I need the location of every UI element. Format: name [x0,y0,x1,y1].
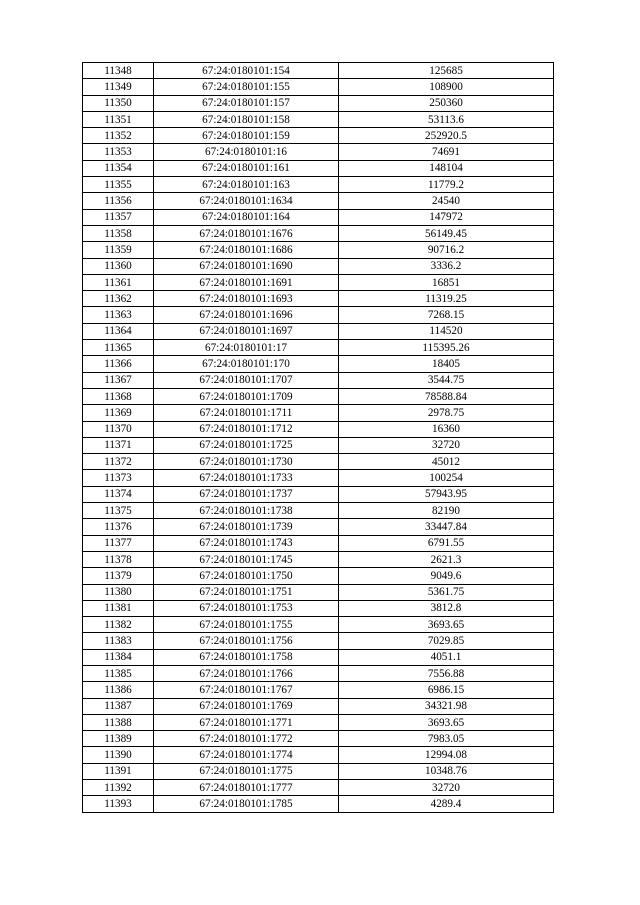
row-number-cell: 11367 [83,372,154,388]
table-row [83,274,554,290]
cadastral-number-cell: 67:24:0180101:1755 [154,617,339,633]
value-cell: 3336.2 [339,258,554,274]
value-cell: 45012 [339,454,554,470]
table-row [83,307,554,323]
row-number-cell: 11356 [83,193,154,209]
cadastral-number-cell: 67:24:0180101:1775 [154,763,339,779]
table-row [83,454,554,470]
table-row [83,600,554,616]
row-number-cell: 11363 [83,307,154,323]
row-number-cell: 11361 [83,274,154,290]
table-row [83,633,554,649]
table-row [83,437,554,453]
row-number-cell: 11364 [83,323,154,339]
table-row [83,714,554,730]
table-row [83,780,554,796]
row-number-cell: 11353 [83,144,154,160]
row-number-cell: 11369 [83,405,154,421]
table-row [83,535,554,551]
cadastral-number-cell: 67:24:0180101:1758 [154,649,339,665]
value-cell: 11319.25 [339,291,554,307]
table-row [83,388,554,404]
value-cell: 34321.98 [339,698,554,714]
value-cell: 115395.26 [339,340,554,356]
cadastral-number-cell: 67:24:0180101:157 [154,95,339,111]
cadastral-number-cell: 67:24:0180101:1697 [154,323,339,339]
cadastral-number-cell: 67:24:0180101:1745 [154,551,339,567]
cadastral-number-cell: 67:24:0180101:1739 [154,519,339,535]
value-cell: 18405 [339,356,554,372]
cadastral-number-cell: 67:24:0180101:1777 [154,780,339,796]
cadastral-number-cell: 67:24:0180101:1733 [154,470,339,486]
value-cell: 56149.45 [339,225,554,241]
value-cell: 32720 [339,780,554,796]
cadastral-number-cell: 67:24:0180101:1766 [154,665,339,681]
value-cell: 4289.4 [339,796,554,812]
row-number-cell: 11352 [83,128,154,144]
cadastral-number-cell: 67:24:0180101:1696 [154,307,339,323]
cadastral-number-cell: 67:24:0180101:161 [154,160,339,176]
table-row [83,649,554,665]
value-cell: 74691 [339,144,554,160]
cadastral-number-cell: 67:24:0180101:1750 [154,568,339,584]
cadastral-number-cell: 67:24:0180101:163 [154,177,339,193]
row-number-cell: 11389 [83,731,154,747]
value-cell: 7556.88 [339,665,554,681]
row-number-cell: 11385 [83,665,154,681]
value-cell: 6791.55 [339,535,554,551]
cadastral-number-cell: 67:24:0180101:164 [154,209,339,225]
cadastral-number-cell: 67:24:0180101:1707 [154,372,339,388]
cadastral-number-cell: 67:24:0180101:1743 [154,535,339,551]
row-number-cell: 11360 [83,258,154,274]
row-number-cell: 11350 [83,95,154,111]
cadastral-number-cell: 67:24:0180101:1634 [154,193,339,209]
row-number-cell: 11348 [83,63,154,79]
row-number-cell: 11358 [83,225,154,241]
table-row [83,519,554,535]
value-cell: 4051.1 [339,649,554,665]
value-cell: 16360 [339,421,554,437]
cadastral-number-cell: 67:24:0180101:17 [154,340,339,356]
row-number-cell: 11372 [83,454,154,470]
value-cell: 24540 [339,193,554,209]
value-cell: 250360 [339,95,554,111]
table-row [83,356,554,372]
value-cell: 125685 [339,63,554,79]
table-row [83,796,554,812]
row-number-cell: 11375 [83,503,154,519]
table-row [83,323,554,339]
row-number-cell: 11384 [83,649,154,665]
table-row [83,372,554,388]
cadastral-number-cell: 67:24:0180101:1756 [154,633,339,649]
row-number-cell: 11387 [83,698,154,714]
table-row [83,242,554,258]
table-row [83,79,554,95]
table-row [83,405,554,421]
value-cell: 2621.3 [339,551,554,567]
value-cell: 16851 [339,274,554,290]
cadastral-number-cell: 67:24:0180101:1737 [154,486,339,502]
value-cell: 3693.65 [339,714,554,730]
cadastral-number-cell: 67:24:0180101:1771 [154,714,339,730]
cadastral-number-cell: 67:24:0180101:1785 [154,796,339,812]
row-number-cell: 11391 [83,763,154,779]
value-cell: 114520 [339,323,554,339]
row-number-cell: 11355 [83,177,154,193]
row-number-cell: 11359 [83,242,154,258]
row-number-cell: 11349 [83,79,154,95]
table-row [83,421,554,437]
value-cell: 148104 [339,160,554,176]
cadastral-number-cell: 67:24:0180101:1753 [154,600,339,616]
cadastral-number-cell: 67:24:0180101:1738 [154,503,339,519]
cadastral-number-cell: 67:24:0180101:16 [154,144,339,160]
table-row [83,193,554,209]
table-row [83,486,554,502]
row-number-cell: 11371 [83,437,154,453]
table-row [83,63,554,79]
row-number-cell: 11376 [83,519,154,535]
cadastral-number-cell: 67:24:0180101:1774 [154,747,339,763]
table-row [83,160,554,176]
cadastral-number-cell: 67:24:0180101:1691 [154,274,339,290]
value-cell: 252920.5 [339,128,554,144]
table-row [83,128,554,144]
table-row [83,177,554,193]
table-row [83,470,554,486]
row-number-cell: 11390 [83,747,154,763]
value-cell: 7029.85 [339,633,554,649]
cadastral-number-cell: 67:24:0180101:154 [154,63,339,79]
cadastral-number-cell: 67:24:0180101:1725 [154,437,339,453]
table-row [83,503,554,519]
value-cell: 33447.84 [339,519,554,535]
value-cell: 32720 [339,437,554,453]
table-row [83,111,554,127]
table-row [83,568,554,584]
value-cell: 7983.05 [339,731,554,747]
cadastral-value-table [82,62,554,813]
row-number-cell: 11378 [83,551,154,567]
value-cell: 11779.2 [339,177,554,193]
row-number-cell: 11362 [83,291,154,307]
table-row [83,763,554,779]
table-row [83,258,554,274]
value-cell: 2978.75 [339,405,554,421]
cadastral-number-cell: 67:24:0180101:1772 [154,731,339,747]
table-row [83,747,554,763]
value-cell: 53113.6 [339,111,554,127]
value-cell: 9049.6 [339,568,554,584]
table-row [83,584,554,600]
value-cell: 78588.84 [339,388,554,404]
row-number-cell: 11351 [83,111,154,127]
value-cell: 3693.65 [339,617,554,633]
cadastral-number-cell: 67:24:0180101:1711 [154,405,339,421]
value-cell: 12994.08 [339,747,554,763]
cadastral-number-cell: 67:24:0180101:1693 [154,291,339,307]
value-cell: 100254 [339,470,554,486]
value-cell: 5361.75 [339,584,554,600]
row-number-cell: 11379 [83,568,154,584]
row-number-cell: 11388 [83,714,154,730]
value-cell: 90716.2 [339,242,554,258]
row-number-cell: 11368 [83,388,154,404]
value-cell: 7268.15 [339,307,554,323]
cadastral-number-cell: 67:24:0180101:1686 [154,242,339,258]
cadastral-number-cell: 67:24:0180101:1712 [154,421,339,437]
table-row [83,340,554,356]
row-number-cell: 11374 [83,486,154,502]
value-cell: 3544.75 [339,372,554,388]
cadastral-number-cell: 67:24:0180101:159 [154,128,339,144]
table-row [83,209,554,225]
value-cell: 3812.8 [339,600,554,616]
value-cell: 82190 [339,503,554,519]
value-cell: 57943.95 [339,486,554,502]
row-number-cell: 11377 [83,535,154,551]
value-cell: 147972 [339,209,554,225]
cadastral-number-cell: 67:24:0180101:170 [154,356,339,372]
row-number-cell: 11370 [83,421,154,437]
row-number-cell: 11393 [83,796,154,812]
cadastral-number-cell: 67:24:0180101:1751 [154,584,339,600]
row-number-cell: 11365 [83,340,154,356]
cadastral-number-cell: 67:24:0180101:155 [154,79,339,95]
table-row [83,617,554,633]
cadastral-number-cell: 67:24:0180101:1730 [154,454,339,470]
table-row [83,665,554,681]
value-cell: 6986.15 [339,682,554,698]
table-row [83,731,554,747]
row-number-cell: 11392 [83,780,154,796]
row-number-cell: 11383 [83,633,154,649]
table-row [83,551,554,567]
row-number-cell: 11354 [83,160,154,176]
cadastral-number-cell: 67:24:0180101:1690 [154,258,339,274]
cadastral-number-cell: 67:24:0180101:158 [154,111,339,127]
row-number-cell: 11366 [83,356,154,372]
table-row [83,225,554,241]
table-row [83,698,554,714]
row-number-cell: 11381 [83,600,154,616]
row-number-cell: 11386 [83,682,154,698]
table-row [83,95,554,111]
row-number-cell: 11357 [83,209,154,225]
table-row [83,291,554,307]
cadastral-number-cell: 67:24:0180101:1769 [154,698,339,714]
table-row [83,682,554,698]
row-number-cell: 11382 [83,617,154,633]
row-number-cell: 11380 [83,584,154,600]
table-row [83,144,554,160]
table-body [83,63,554,813]
value-cell: 108900 [339,79,554,95]
cadastral-number-cell: 67:24:0180101:1709 [154,388,339,404]
cadastral-number-cell: 67:24:0180101:1767 [154,682,339,698]
value-cell: 10348.76 [339,763,554,779]
row-number-cell: 11373 [83,470,154,486]
cadastral-number-cell: 67:24:0180101:1676 [154,225,339,241]
